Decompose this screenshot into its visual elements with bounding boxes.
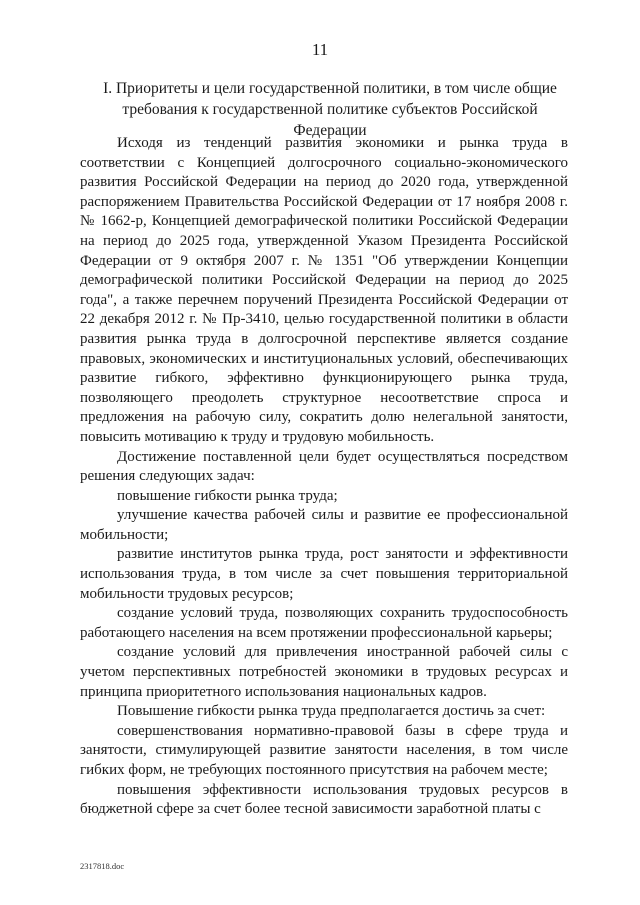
paragraph: Повышение гибкости рынка труда предполагается достичь за счет: <box>117 703 546 720</box>
section-heading: I. Приоритеты и цели государственной политики, в том числе общие требования к государственной политике субъектов Российской Федерации <box>103 80 557 139</box>
file-name-footer: 2317818.doc <box>80 861 125 871</box>
paragraph: повышение гибкости рынка труда; <box>117 487 338 504</box>
paragraph: создание условий для привлечения иностранной рабочей силы с учетом перспективных потребностей экономики в трудовых ресурсах и принципа приоритетного использования национальных кадров. <box>80 644 568 700</box>
paragraph: Исходя из тенденций развития экономики и рынка труда в соответствии с Концепцией долгосрочного социально-экономического развития Российской Федерации на период до 2020 года, утвержденной распоряжением Правительства Российской Федерации от 17 ноября 2008 г. № 1662-р, Концепцией демографической политики Российской Федерации на период до 2025 года, утвержденной Указом Президента Российской Федерации от 9 октября 2007 г. № 1351 "Об утверждении Концепции демографической политики Российской Федерации на период до 2025 года", а также перечнем поручений Президента Российской Федерации от 22 декабря 2012 г. № Пр-3410, целью государственной политики в области развития рынка труда в долгосрочной перспективе является создание правовых, экономических и институциональных условий, обеспечивающих развитие гибкого, эффективно функционирующего рынка труда, позволяющего преодолеть структурное несоответствие спроса и предложения на рабочую силу, сократить долю нелегальной занятости, повысить мотивацию к труду и трудовую мобильность. <box>80 135 568 445</box>
paragraph: совершенствования нормативно-правовой базы в сфере труда и занятости, стимулирующей развитие занятости населения, в том числе гибких форм, не требующих постоянного присутствия на рабочем месте; <box>80 722 568 778</box>
paragraph: Достижение поставленной цели будет осуществляться посредством решения следующих задач: <box>80 448 568 485</box>
paragraph: повышения эффективности использования трудовых ресурсов в бюджетной сфере за счет более тесной зависимости заработной платы с <box>80 781 568 818</box>
document-body <box>80 134 568 820</box>
paragraph: улучшение качества рабочей силы и развитие ее профессиональной мобильности; <box>80 507 568 543</box>
paragraph: создание условий труда, позволяющих сохранить трудоспособность работающего населения на всем протяжении профессиональной карьеры; <box>80 605 568 641</box>
paragraph: развитие институтов рынка труда, рост занятости и эффективности использования труда, в том числе за счет повышения территориальной мобильности трудовых ресурсов; <box>80 546 568 602</box>
page-number: 11 <box>311 40 329 59</box>
